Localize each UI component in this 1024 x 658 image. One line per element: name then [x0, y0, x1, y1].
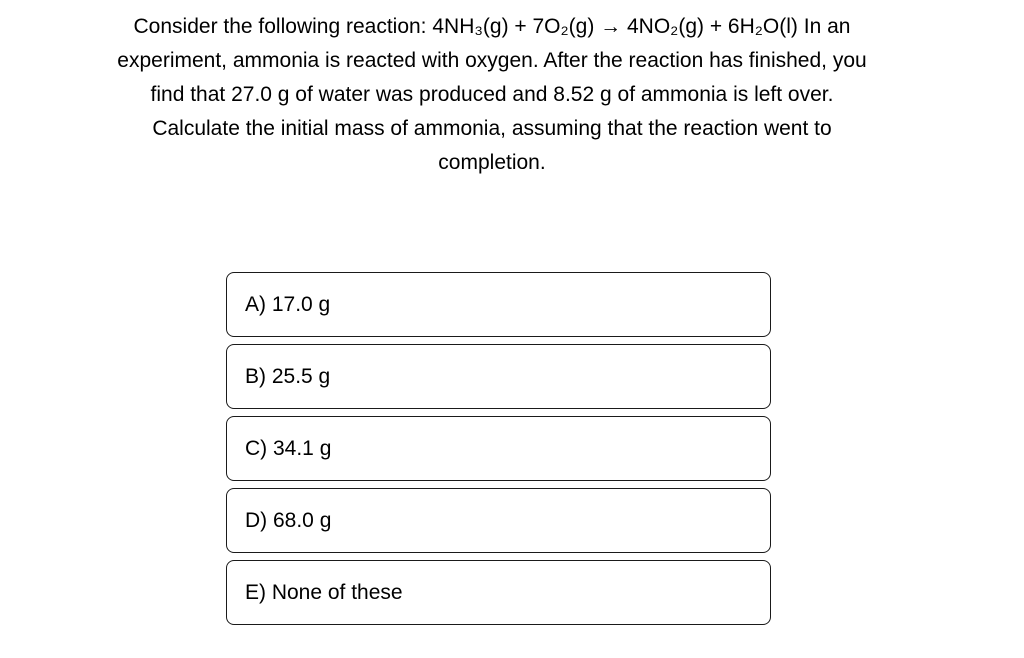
- option-b-button[interactable]: [226, 344, 771, 409]
- option-c-button[interactable]: [226, 416, 771, 481]
- option-label: D) 68.0 g: [245, 508, 332, 532]
- option-label: A) 17.0 g: [245, 292, 331, 316]
- question-line: experiment, ammonia is reacted with oxygen. After the reaction has finished, you: [117, 49, 867, 72]
- option-e-button[interactable]: [226, 560, 771, 625]
- answer-options: [226, 272, 771, 632]
- option-label: B) 25.5 g: [245, 364, 331, 388]
- option-label: E) None of these: [245, 580, 403, 604]
- question-text: [40, 10, 944, 180]
- question-line: completion.: [438, 151, 546, 174]
- question-line: Consider the following reaction: 4NH₃(g) + 7O₂(g) → 4NO₂(g) + 6H₂O(l) In an: [133, 15, 851, 38]
- option-label: C) 34.1 g: [245, 436, 332, 460]
- question-line: find that 27.0 g of water was produced and 8.52 g of ammonia is left over.: [150, 83, 834, 106]
- option-d-button[interactable]: [226, 488, 771, 553]
- option-a-button[interactable]: [226, 272, 771, 337]
- question-line: Calculate the initial mass of ammonia, assuming that the reaction went to: [152, 117, 832, 140]
